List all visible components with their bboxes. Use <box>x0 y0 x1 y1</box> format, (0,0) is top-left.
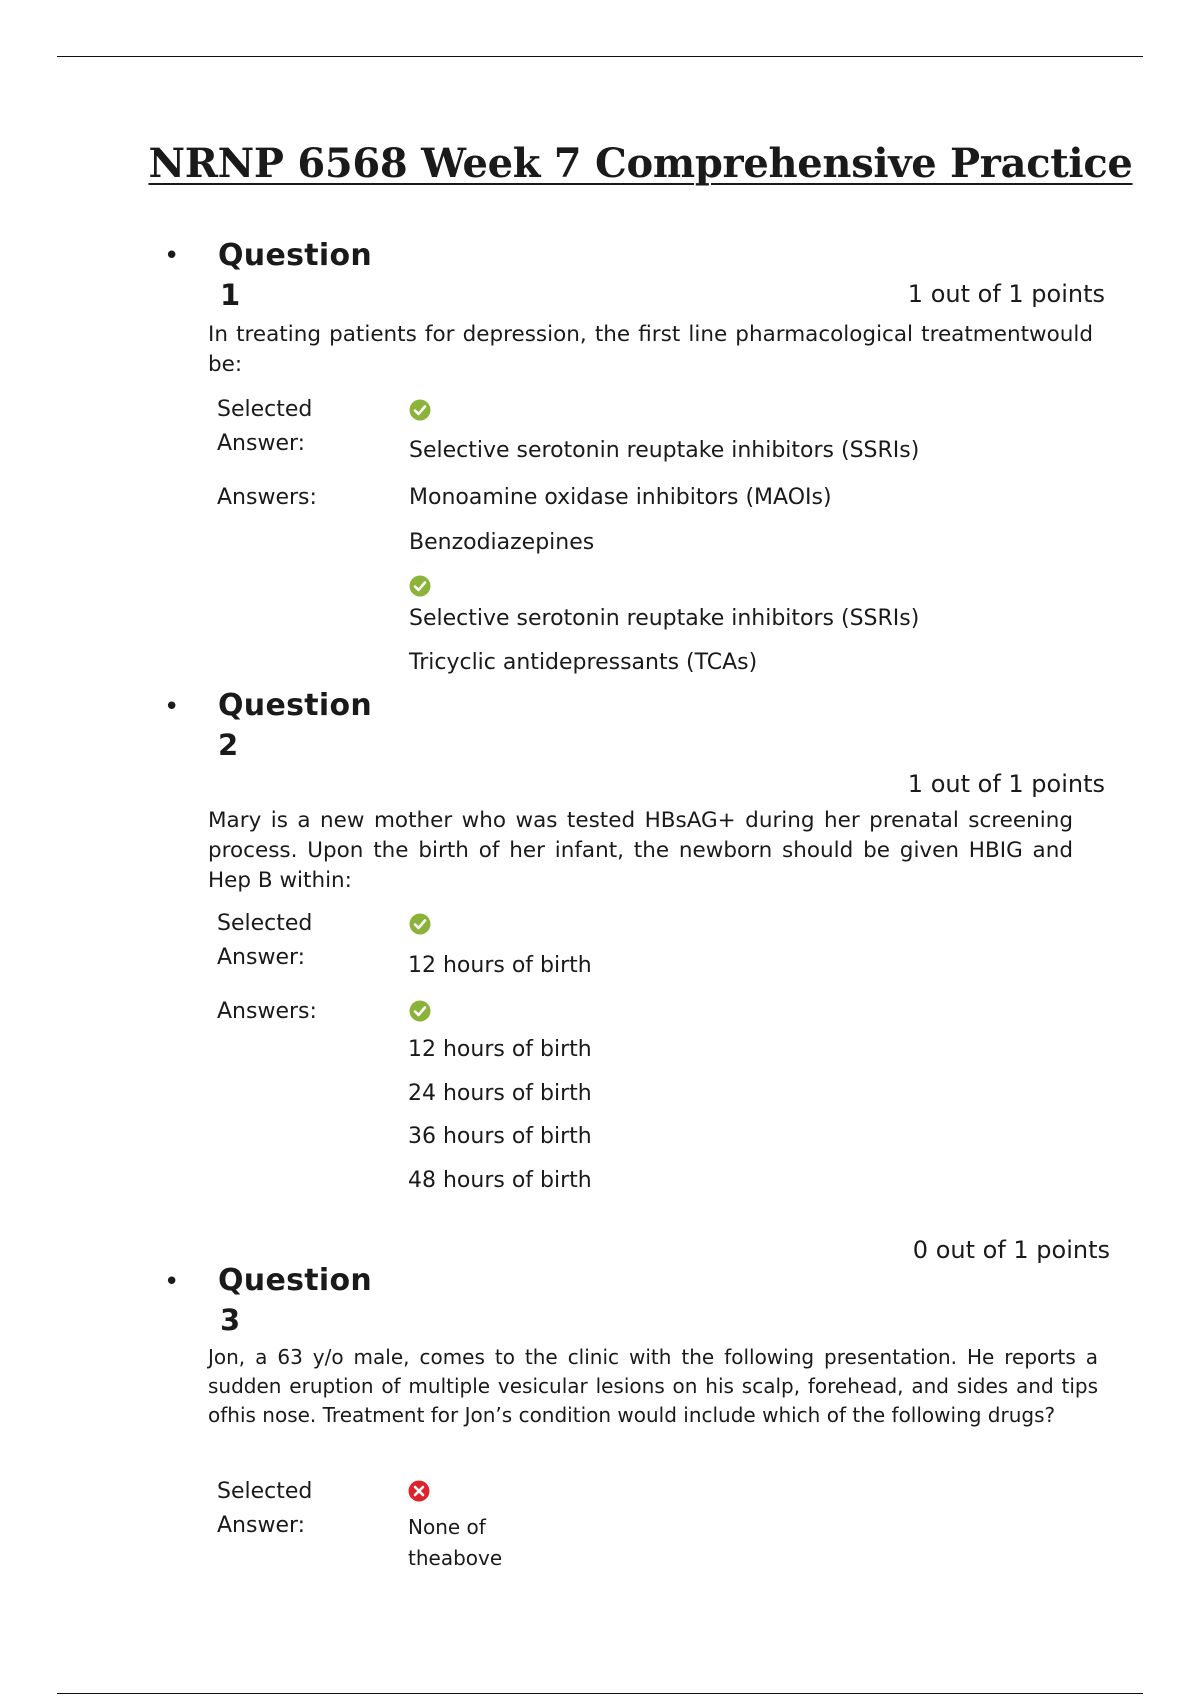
question-text: Mary is a new mother who was tested HBsAG+ during her prenatal screening process. Upon the birth of her infant, the newborn should be given HBIG and Hep B within: <box>208 808 1073 893</box>
top-rule <box>57 56 1143 57</box>
answer-option: Tricyclic antidepressants (TCAs) <box>409 650 758 675</box>
selected-answer-label: Selected Answer: <box>217 911 313 970</box>
question-points: 1 out of 1 points <box>907 280 1105 308</box>
check-circle-icon <box>409 399 431 421</box>
answer-option: 48 hours of birth <box>408 1168 592 1193</box>
question-number: 1 <box>220 278 241 312</box>
question-points: 0 out of 1 points <box>912 1236 1110 1264</box>
answer-option: Benzodiazepines <box>409 530 595 555</box>
check-circle-icon <box>409 913 431 935</box>
answer-option: Monoamine oxidase inhibitors (MAOIs) <box>409 485 832 510</box>
selected-answer-text: None of <box>408 1515 486 1539</box>
selected-answer-label: Selected Answer: <box>217 1479 313 1538</box>
check-circle-icon <box>409 1000 431 1022</box>
bottom-rule <box>57 1693 1143 1694</box>
question-number: 3 <box>220 1303 241 1337</box>
selected-answer-text: theabove <box>408 1546 503 1570</box>
answer-option: 24 hours of birth <box>408 1081 592 1106</box>
answer-option: 36 hours of birth <box>408 1124 592 1149</box>
page-title: NRNP 6568 Week 7 Comprehensive Practice <box>148 140 1133 187</box>
question-points: 1 out of 1 points <box>907 770 1105 798</box>
question-heading: Question <box>218 238 373 273</box>
selected-answer-label: Selected Answer: <box>217 397 313 456</box>
question-heading: Question <box>218 1263 373 1298</box>
question-text: In treating patients for depression, the first line pharmacological treatmentwould be: <box>208 322 1093 377</box>
question-number: 2 <box>218 728 239 762</box>
question-text: Jon, a 63 y/o male, comes to the clinic with the following presentation. He reports a sudden eruption of multiple vesicular lesions on his scalp, forehead, and sides and tips ofhis nose. Treatment for Jon’s condition would include which of the following drugs? <box>208 1345 1098 1427</box>
question-heading: Question <box>218 688 373 723</box>
answers-label: Answers: <box>217 485 317 510</box>
bullet: • <box>164 1267 180 1297</box>
bullet: • <box>164 692 180 722</box>
selected-answer-text: 12 hours of birth <box>408 953 592 978</box>
check-circle-icon <box>409 575 431 597</box>
selected-answer-text: Selective serotonin reuptake inhibitors (SSRIs) <box>409 438 920 463</box>
answer-option-correct: 12 hours of birth <box>408 1037 592 1062</box>
bullet: • <box>164 241 180 271</box>
answers-label: Answers: <box>217 999 317 1024</box>
x-circle-icon <box>408 1480 430 1502</box>
answer-option-correct: Selective serotonin reuptake inhibitors (SSRIs) <box>409 606 920 631</box>
